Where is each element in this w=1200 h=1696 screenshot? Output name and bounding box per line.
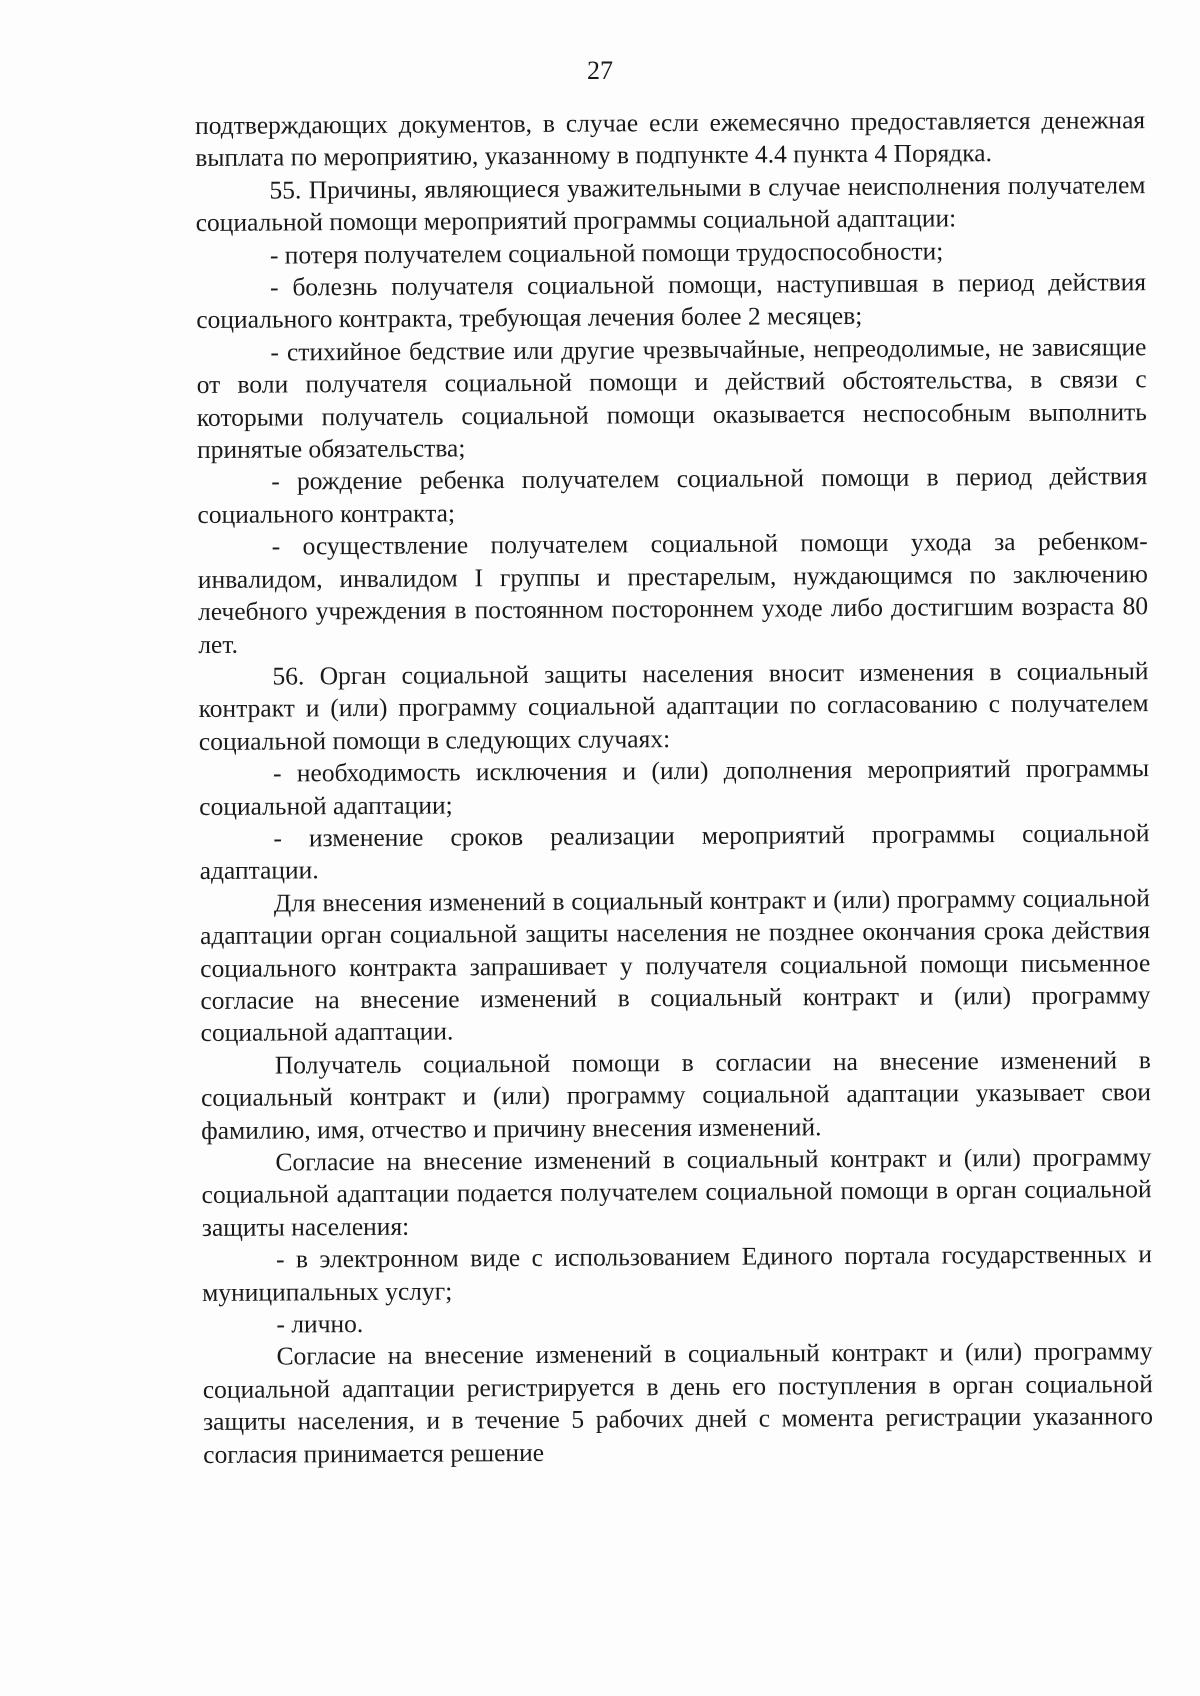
page-number: 27 bbox=[587, 56, 613, 85]
paragraph-56: 56. Орган социальной защиты населения вносит изменения в социальный контракт и (или) программу социальной адаптации по согласованию с получателем социальной помощи в следующих случаях: bbox=[198, 656, 1149, 756]
list-item-disability: - потеря получателем социальной помощи трудоспособности; bbox=[269, 236, 944, 270]
list-item-exclusion: - необходимость исключения и (или) дополнения мероприятий программы социальной адаптации; bbox=[199, 753, 1150, 821]
paragraph-consent-submission: Согласие на внесение изменений в социальный контракт и (или) программу социальной адаптации подается получателем социальной помощи в орган социальной защиты населения: bbox=[201, 1142, 1152, 1242]
paragraph-consent-contents: Получатель социальной помощи в согласии на внесение изменений в социальный контракт и (или) программу социальной адаптации указывает свои фамилию, имя, отчество и причину внесения изменений. bbox=[200, 1044, 1152, 1145]
list-item-disaster: - стихийное бедствие или другие чрезвычайные, непреодолимые, не зависящие от воли получателя социальной помощи и действий обстоятельства, в связи с которыми получатель социальной помощи оказывается неспособным выполнить принятые обязательства; bbox=[196, 332, 1147, 465]
list-item-in-person: - лично. bbox=[276, 1309, 364, 1339]
list-item-electronic: - в электронном виде с использованием Единого портала государственных и муниципальных услуг; bbox=[202, 1239, 1153, 1307]
paragraph-consent-registration: Согласие на внесение изменений в социальный контракт и (или) программу социальной адаптации регистрируется в день его поступления в орган социальной защиты населения, и в течение 5 рабочих дней с момента регистрации указанного согласия принимается решение bbox=[202, 1336, 1154, 1469]
paragraph-continuation: подтверждающих документов, в случае если ежемесячно предоставляется денежная выплата по мероприятию, указанному в подпункте 4.4 пункта 4 Порядка. bbox=[195, 105, 1146, 173]
list-item-terms: - изменение сроков реализации мероприятий программы социальной адаптации. bbox=[199, 818, 1150, 886]
paragraph-consent-request: Для внесения изменений в социальный контракт и (или) программу социальной адаптации орган социальной защиты населения не позднее окончания срока действия социального контракта запрашивает у получателя социальной помощи письменное согласие на внесение изменений в социальный контракт и (или) программу социальной адаптации. bbox=[199, 882, 1151, 1048]
paragraph-55: 55. Причины, являющиеся уважительными в случае неисполнения получателем социальной помощи мероприятий программы социальной адаптации: bbox=[195, 170, 1146, 238]
list-item-childbirth: - рождение ребенка получателем социальной помощи в период действия социального контракта; bbox=[197, 461, 1148, 529]
list-item-illness: - болезнь получателя социальной помощи, наступившая в период действия социального контракта, требующая лечения более 2 месяцев; bbox=[196, 267, 1147, 335]
document-body bbox=[195, 104, 1153, 1471]
list-item-care: - осуществление получателем социальной помощи ухода за ребенком-инвалидом, инвалидом I группы и престарелым, нуждающимся по заключению лечебного учреждения в постоянном постороннем уходе либо достигшим возраста 80 лет. bbox=[197, 526, 1149, 659]
